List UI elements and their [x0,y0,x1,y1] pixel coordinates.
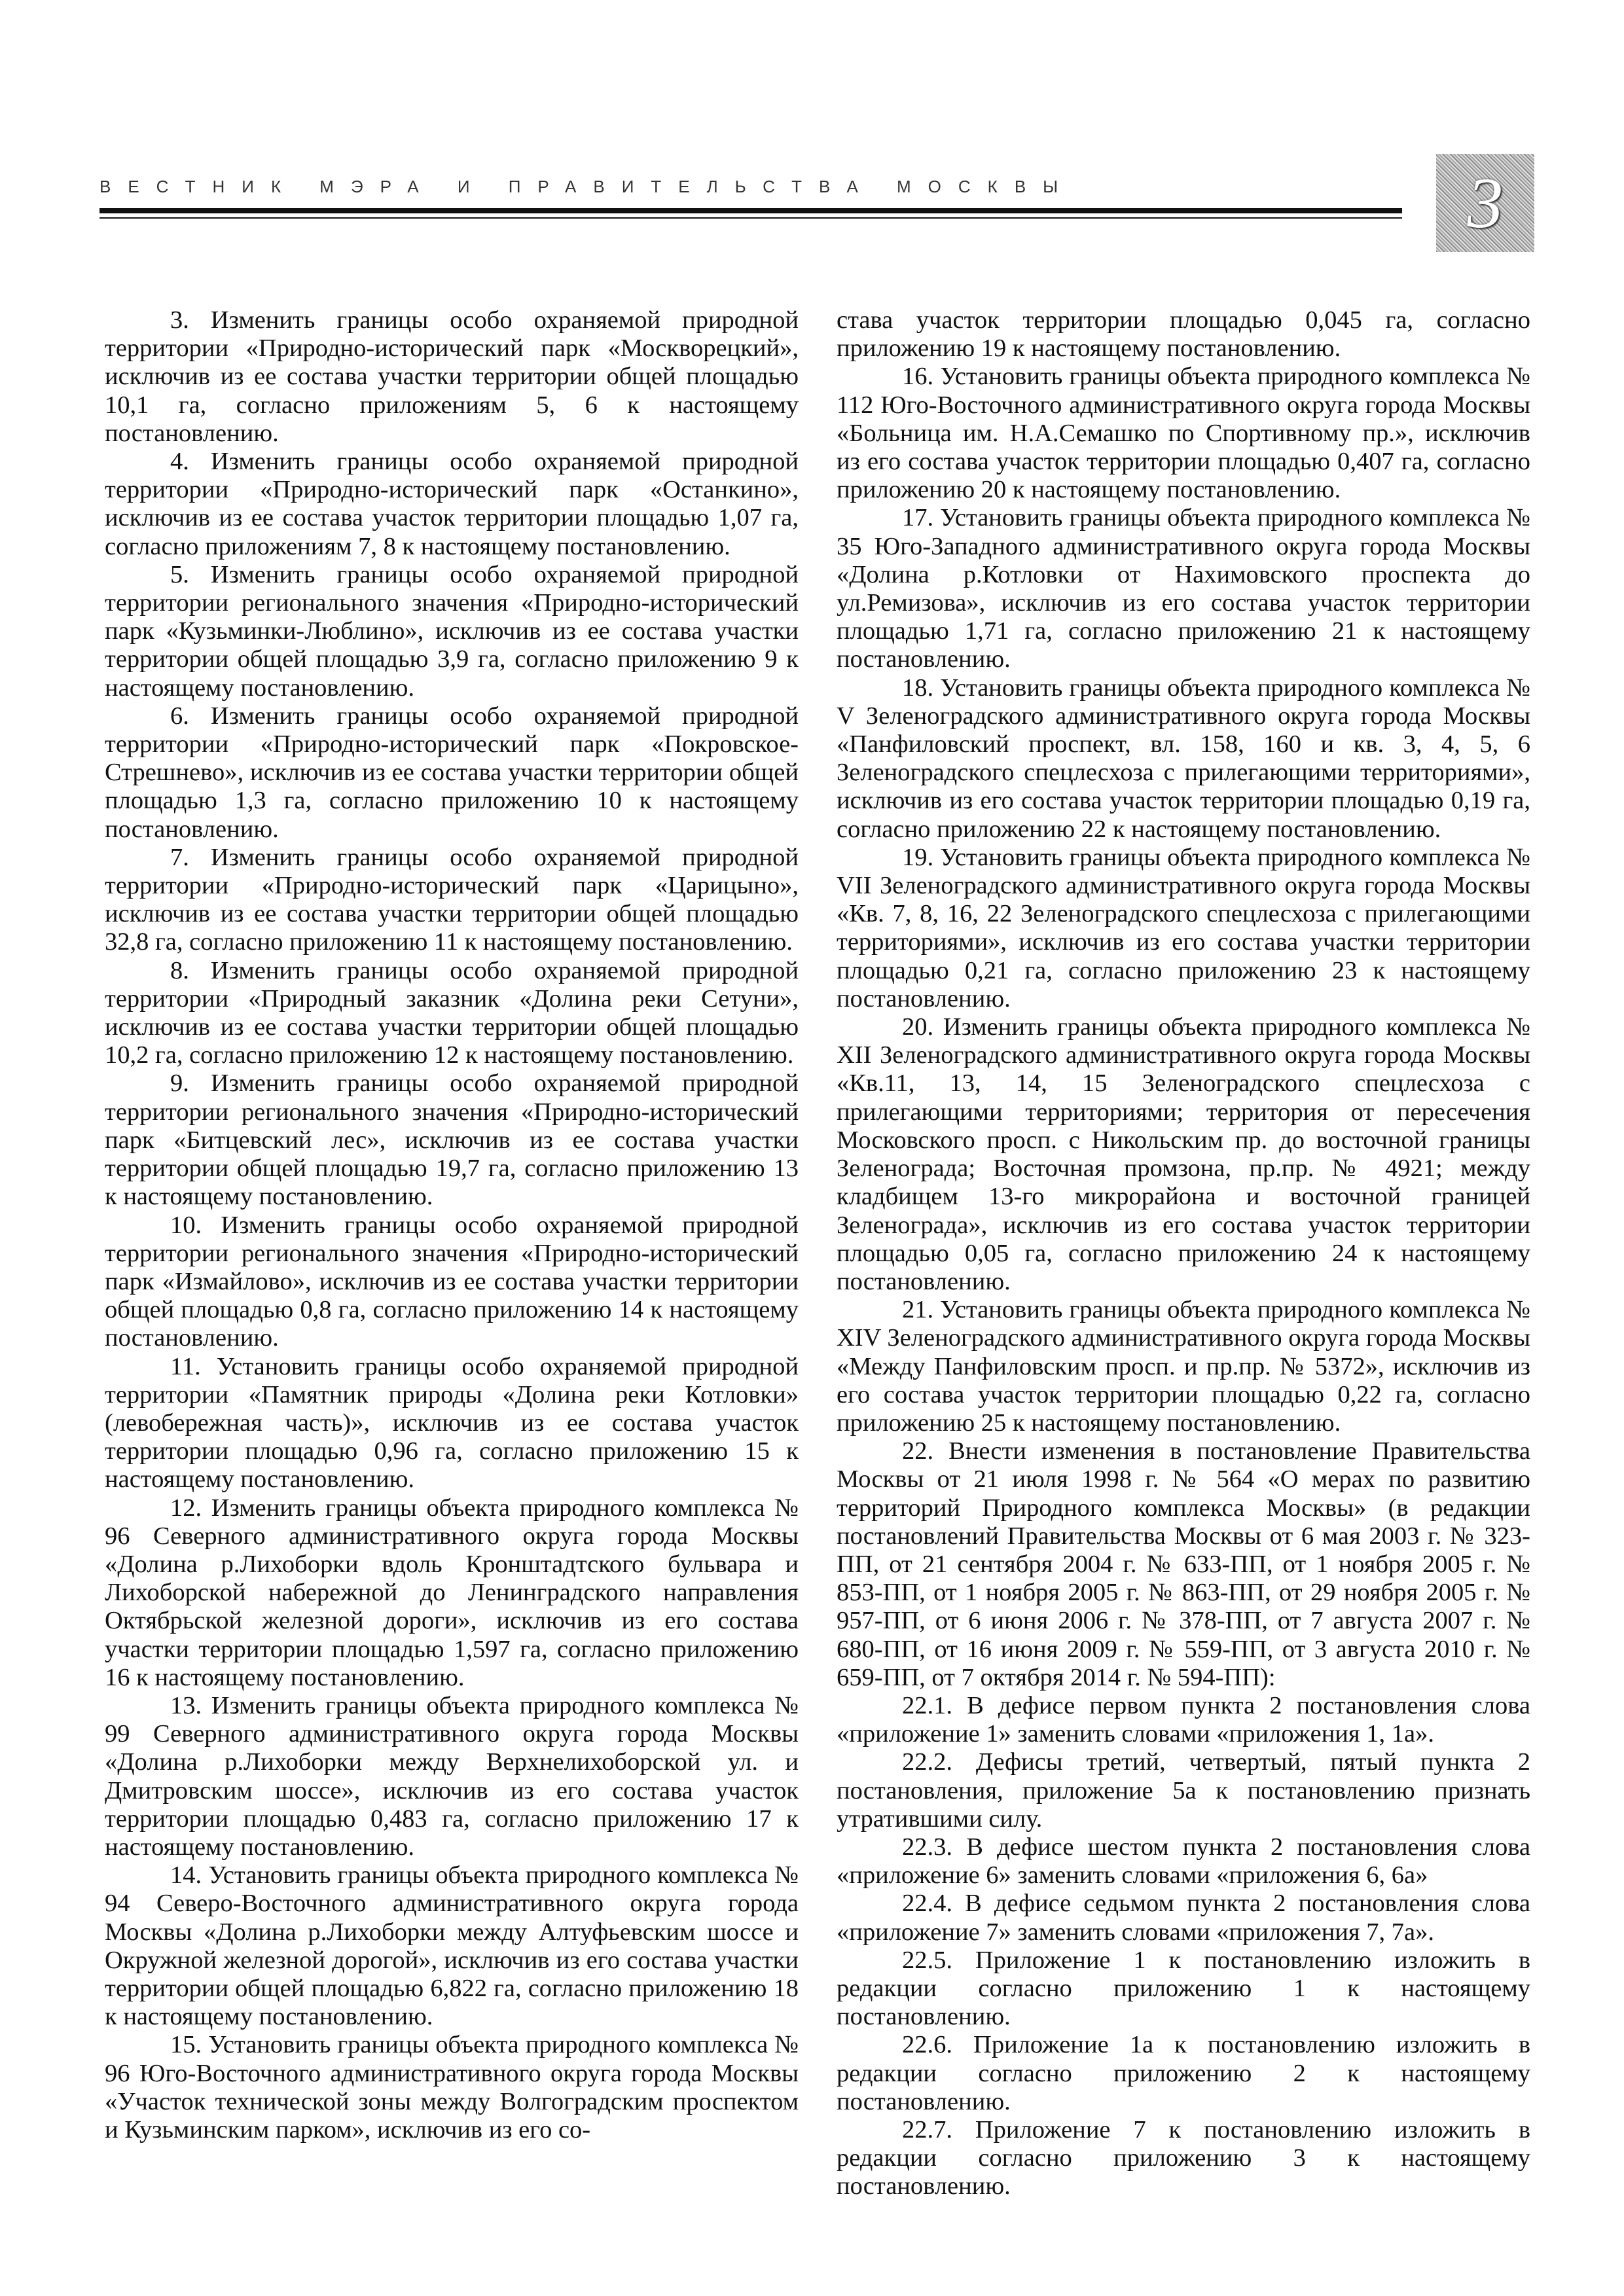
page-number: 3 [1467,162,1504,243]
paragraph-item-6: 6. Изменить границы особо охраняемой природной территории «Природно-исторический парк «Покровское-Стрешнево», исключив из ее состава участки территории общей площадью 1,3 га, согласно приложению 10 к настоящему постановлению. [105,702,799,843]
paragraph-item-22-1: 22.1. В дефисе первом пункта 2 постановления слова «приложение 1» заменить словами «приложения 1, 1а». [837,1691,1530,1748]
paragraph-item-22-2: 22.2. Дефисы третий, четвертый, пятый пункта 2 постановления, приложение 5а к постановлению признать утратившими силу. [837,1748,1530,1833]
left-column [105,306,799,2144]
journal-title: ВЕСТНИК МЭРА И ПРАВИТЕЛЬСТВА МОСКВЫ [99,177,1075,196]
paragraph-item-22-6: 22.6. Приложение 1а к постановлению изложить в редакции согласно приложению 2 к настоящему постановлению. [837,2031,1530,2115]
paragraph-item-13: 13. Изменить границы объекта природного комплекса № 99 Северного административного округа города Москвы «Долина р.Лихоборки между Верхнелихоборской ул. и Дмитровским шоссе», исключив из его состава участок территории площадью 0,483 га, согласно приложению 17 к настоящему постановлению. [105,1691,799,1861]
paragraph-item-21: 21. Установить границы объекта природного комплекса № XIV Зеленоградского административного округа города Москвы «Между Панфиловским просп. и пр.пр. № 5372», исключив из его состава участок территории площадью 0,22 га, согласно приложению 25 к настоящему постановлению. [837,1296,1530,1437]
paragraph-item-4: 4. Изменить границы особо охраняемой природной территории «Природно-исторический парк «Останкино», исключив из ее состава участок территории площадью 1,07 га, согласно приложениям 7, 8 к настоящему постановлению. [105,448,799,560]
paragraph-item-14: 14. Установить границы объекта природного комплекса № 94 Северо-Восточного административного округа города Москвы «Долина р.Лихоборки между Алтуфьевским шоссе и Окружной железной дорогой», исключив из его состава участки территории общей площадью 6,822 га, согласно приложению 18 к настоящему постановлению. [105,1861,799,2031]
header-rule-thick [99,208,1402,213]
paragraph-item-22-4: 22.4. В дефисе седьмом пункта 2 постановления слова «приложение 7» заменить словами «приложения 7, 7а». [837,1890,1530,1946]
running-header [99,177,1409,197]
paragraph-item-5: 5. Изменить границы особо охраняемой природной территории регионального значения «Природно-исторический парк «Кузьминки-Люблино», исключив из ее состава участки территории общей площадью 3,9 га, согласно приложению 9 к настоящему постановлению. [105,560,799,702]
header-rule-thin [99,217,1402,219]
paragraph-item-15: 15. Установить границы объекта природного комплекса № 96 Юго-Восточного административного округа города Москвы «Участок технической зоны между Волгоградским проспектом и Кузьминским парком», исключив из его со- [105,2031,799,2144]
right-column [837,306,1530,2201]
paragraph-item-3: 3. Изменить границы особо охраняемой природной территории «Природно-исторический парк «Москворецкий», исключив из ее состава участки территории общей площадью 10,1 га, согласно приложениям 5, 6 к настоящему постановлению. [105,306,799,447]
paragraph-item-12: 12. Изменить границы объекта природного комплекса № 96 Северного административного округа города Москвы «Долина р.Лихоборки вдоль Кронштадтского бульвара и Лихоборской набережной до Ленинградского направления Октябрьской железной дороги», исключив из его состава участки территории площадью 1,597 га, согласно приложению 16 к настоящему постановлению. [105,1494,799,1691]
paragraph-item-16: 16. Установить границы объекта природного комплекса № 112 Юго-Восточного административного округа города Москвы «Больница им. Н.А.Семашко по Спортивному пр.», исключив из его состава участок территории площадью 0,407 га, согласно приложению 20 к настоящему постановлению. [837,363,1530,504]
paragraph-item-22-3: 22.3. В дефисе шестом пункта 2 постановления слова «приложение 6» заменить словами «приложения 6, 6а» [837,1833,1530,1890]
paragraph-item-22-7: 22.7. Приложение 7 к постановлению изложить в редакции согласно приложению 3 к настоящему постановлению. [837,2116,1530,2200]
paragraph-item-10: 10. Изменить границы особо охраняемой природной территории регионального значения «Природно-исторический парк «Измайлово», исключив из ее состава участки территории общей площадью 0,8 га, согласно приложению 14 к настоящему постановлению. [105,1211,799,1352]
paragraph-item-17: 17. Установить границы объекта природного комплекса № 35 Юго-Западного административного округа города Москвы «Долина р.Котловки от Нахимовского проспекта до ул.Ремизова», исключив из его состава участок территории площадью 1,71 га, согласно приложению 21 к настоящему постановлению. [837,504,1530,673]
paragraph-item-18: 18. Установить границы объекта природного комплекса № V Зеленоградского административного округа города Москвы «Панфиловский проспект, вл. 158, 160 и кв. 3, 4, 5, 6 Зеленоградского спецлесхоза с прилегающими территориями», исключив из его состава участок территории площадью 0,19 га, согласно приложению 22 к настоящему постановлению. [837,673,1530,843]
page-number-box [1436,154,1534,252]
paragraph-item-20: 20. Изменить границы объекта природного комплекса № XII Зеленоградского административного округа города Москвы «Кв.11, 13, 14, 15 Зеленоградского спецлесхоза с прилегающими территориями; территория от пересечения Московского просп. с Никольским пр. до восточной границы Зеленограда; Восточная промзона, пр.пр. № 4921; между кладбищем 13-го микрорайона и восточной границей Зеленограда», исключив из его состава участок территории площадью 0,05 га, согласно приложению 24 к настоящему постановлению. [837,1013,1530,1295]
paragraph-item-7: 7. Изменить границы особо охраняемой природной территории «Природно-исторический парк «Царицыно», исключив из ее состава участки территории общей площадью 32,8 га, согласно приложению 11 к настоящему постановлению. [105,843,799,956]
paragraph-item-15-continuation: става участок территории площадью 0,045 га, согласно приложению 19 к настоящему постановлению. [837,306,1530,363]
paragraph-item-22: 22. Внести изменения в постановление Правительства Москвы от 21 июля 1998 г. № 564 «О мерах по развитию территорий Природного комплекса Москвы» (в редакции постановлений Правительства Москвы от 6 мая 2003 г. № 323-ПП, от 21 сентября 2004 г. № 633-ПП, от 1 ноября 2005 г. № 853-ПП, от 1 ноября 2005 г. № 863-ПП, от 29 ноября 2005 г. № 957-ПП, от 6 июня 2006 г. № 378-ПП, от 7 августа 2007 г. № 680-ПП, от 16 июня 2009 г. № 559-ПП, от 3 августа 2010 г. № 659-ПП, от 7 октября 2014 г. № 594-ПП): [837,1437,1530,1691]
paragraph-item-22-5: 22.5. Приложение 1 к постановлению изложить в редакции согласно приложению 1 к настоящему постановлению. [837,1946,1530,2031]
paragraph-item-9: 9. Изменить границы особо охраняемой природной территории регионального значения «Природно-исторический парк «Битцевский лес», исключив из ее состава участки территории общей площадью 19,7 га, согласно приложению 13 к настоящему постановлению. [105,1069,799,1211]
paragraph-item-8: 8. Изменить границы особо охраняемой природной территории «Природный заказник «Долина реки Сетуни», исключив из ее состава участки территории общей площадью 10,2 га, согласно приложению 12 к настоящему постановлению. [105,956,799,1069]
paragraph-item-19: 19. Установить границы объекта природного комплекса № VII Зеленоградского административного округа города Москвы «Кв. 7, 8, 16, 22 Зеленоградского спецлесхоза с прилегающими территориями», исключив из его состава участки территории площадью 0,21 га, согласно приложению 23 к настоящему постановлению. [837,843,1530,1013]
paragraph-item-11: 11. Установить границы особо охраняемой природной территории «Памятник природы «Долина реки Котловки» (левобережная часть)», исключив из ее состава участок территории площадью 0,96 га, согласно приложению 15 к настоящему постановлению. [105,1352,799,1494]
